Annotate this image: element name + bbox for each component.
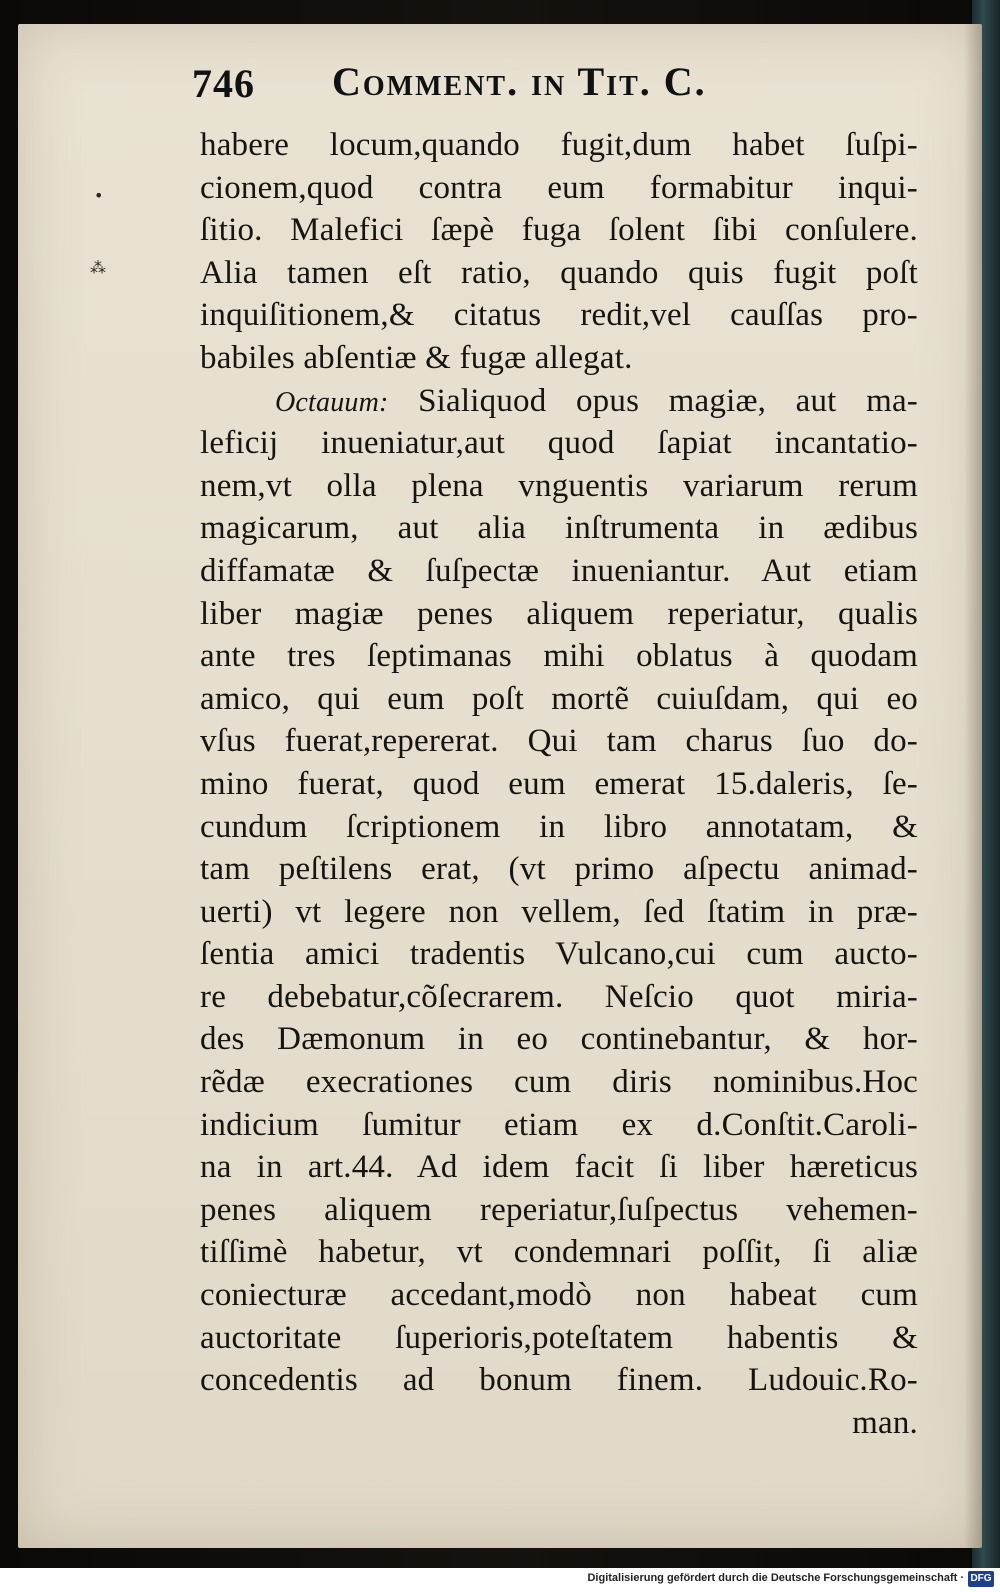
text-line: uerti) vt legere non vellem, ſed ſtatim in præ- [200, 893, 918, 930]
text-line: habere locum,quando fugit,dum habet ſuſpi- [200, 127, 918, 163]
text-line: penes aliquem reperiatur,ſuſpectus vehemen- [200, 1191, 918, 1228]
text-line: des Dæmonum in eo continebantur, & hor- [200, 1021, 918, 1058]
text-line: tiſſimè habetur, vt condemnari poſſit, ſi aliæ [200, 1234, 918, 1271]
text-line-octauum [200, 380, 918, 423]
text-line: re debebatur,cõſecrarem. Neſcio quot miria- [200, 978, 918, 1015]
text-line: magicarum, aut alia inſtrumenta in ædibus [200, 510, 918, 547]
text-line: cionem,quod contra eum formabitur inqui- [200, 169, 918, 206]
margin-flourish-mark: ⁂ [90, 258, 106, 277]
text-line: diffamatæ & ſuſpectæ inueniantur. Aut etiam [200, 552, 918, 589]
text-line: concedentis ad bonum finem. Ludouic.Ro- [200, 1362, 918, 1399]
octauum-label: Octauum: [275, 386, 389, 418]
text-line: rẽdæ execrationes cum diris nominibus.Hoc [200, 1064, 918, 1101]
text-line: Alia tamen eſt ratio, quando quis fugit poſt [200, 254, 918, 291]
page-header [192, 48, 752, 108]
text-line: leficij inueniatur,aut quod ſapiat incantatio- [200, 425, 918, 462]
text-line: vſus fuerat,repererat. Qui tam charus ſuo do- [200, 723, 918, 760]
text-line: babiles abſentiæ & fugæ allegat. [200, 339, 633, 376]
digitization-footer [0, 1568, 1000, 1592]
text-line-catchword: man. [852, 1404, 918, 1441]
text-line: liber magiæ penes aliquem reperiatur, qualis [200, 595, 918, 632]
text-line: ſitio. Malefici ſæpè fuga ſolent ſibi conſulere. [200, 212, 918, 249]
text-line: indicium ſumitur etiam ex d.Conſtit.Caroli- [200, 1106, 918, 1143]
dfg-logo: DFG [968, 1571, 994, 1587]
text-line: mino fuerat, quod eum emerat 15.daleris, ſe- [200, 765, 918, 802]
text-line: ante tres ſeptimanas mihi oblatus à quodam [200, 638, 918, 675]
margin-dot-mark: • [94, 186, 104, 205]
text-line: coniecturæ accedant,modò non habeat cum [200, 1277, 918, 1314]
text-line: auctoritate ſuperioris,poteſtatem habentis & [200, 1319, 918, 1356]
text-line: na in art.44. Ad idem facit ſi liber hæreticus [200, 1149, 918, 1186]
text-line-rest: Sialiquod opus magiæ, aut ma- [418, 382, 918, 419]
page-edge-shadow [964, 24, 982, 1548]
text-line: tam peſtilens erat, (vt primo aſpectu animad- [200, 851, 918, 888]
funding-credit: Digitalisierung gefördert durch die Deutsche Forschungsgemeinschaft · [587, 1572, 964, 1584]
text-line: nem,vt olla plena vnguentis variarum rerum [200, 467, 918, 504]
page-number: 746 [192, 61, 255, 106]
text-line: inquiſitionem,& citatus redit,vel cauſſas pro- [200, 297, 918, 334]
text-line: ſentia amici tradentis Vulcano,cui cum aucto- [200, 936, 918, 973]
running-head: Comment. in Tit. C. [332, 59, 707, 104]
text-line: amico, qui eum poſt mortẽ cuiuſdam, qui eo [200, 680, 918, 717]
body-text [200, 124, 918, 1444]
text-line: cundum ſcriptionem in libro annotatam, & [200, 808, 918, 845]
